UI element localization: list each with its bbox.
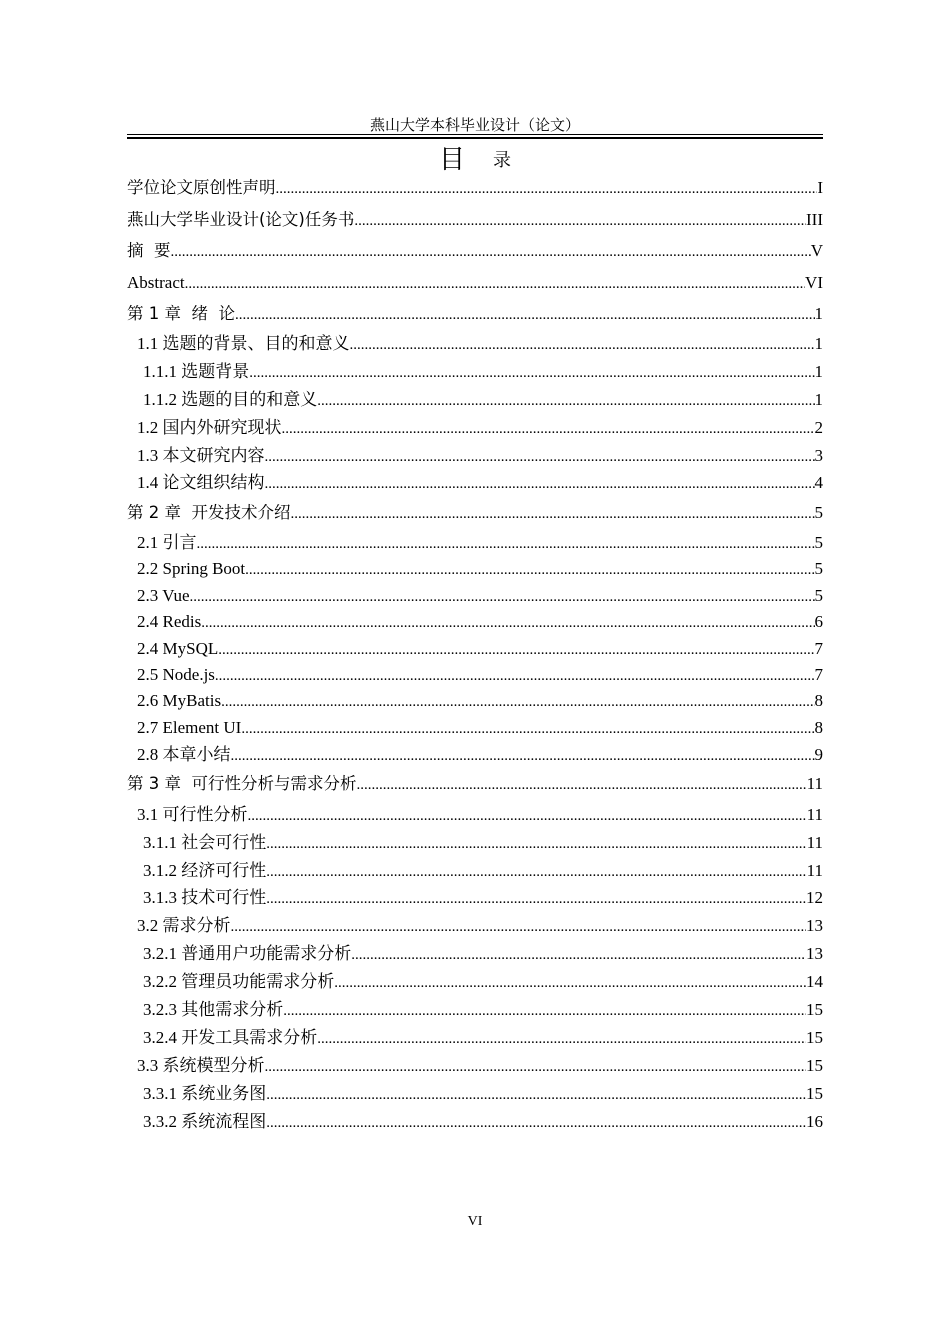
toc-entry-page: 1: [814, 362, 823, 381]
toc-leader: [317, 1028, 806, 1050]
toc-title-left: 目: [438, 145, 465, 175]
toc-entry-label: 3.1.1 社会可行性: [143, 833, 267, 852]
toc-entry[interactable]: [127, 472, 823, 495]
toc-entry-page: 15: [806, 1084, 823, 1103]
toc-entry[interactable]: [127, 272, 823, 295]
toc-leader: [190, 586, 815, 608]
page-number: VI: [467, 1214, 483, 1229]
toc-entry[interactable]: [127, 502, 823, 525]
toc-entry-label: 3.3 系统模型分析: [137, 1056, 265, 1075]
toc-entry-page: 11: [806, 805, 823, 824]
toc-entry-page: 15: [806, 1028, 823, 1047]
toc-entry[interactable]: [127, 361, 823, 384]
toc-leader: [221, 691, 814, 713]
header-rule: [127, 134, 823, 135]
toc-entry-label: 3.2 需求分析: [137, 916, 231, 935]
toc-entry-page: 16: [806, 1112, 823, 1131]
toc-entry[interactable]: [127, 717, 823, 740]
toc-leader: [283, 1000, 806, 1022]
toc-entry-page: 8: [814, 691, 823, 710]
toc-entry-label: 2.6 MyBatis: [137, 691, 222, 710]
toc-entry-label: 1.1.2 选题的目的和意义: [143, 390, 318, 409]
toc-entry[interactable]: [127, 804, 823, 827]
toc-entry[interactable]: [127, 240, 823, 263]
toc-entry[interactable]: [127, 832, 823, 855]
toc-entry[interactable]: [127, 915, 823, 938]
toc-leader: [235, 304, 815, 326]
toc-entry-label: 1.1.1 选题背景: [143, 362, 250, 381]
toc-leader: [231, 745, 815, 767]
toc-entry[interactable]: [127, 1027, 823, 1050]
toc-entry-page: 7: [814, 665, 823, 684]
toc-leader: [266, 833, 806, 855]
toc-entry-label: 第 1 章 绪 论: [127, 304, 235, 323]
toc-leader: [215, 665, 815, 687]
toc-entry-label: 1.4 论文组织结构: [137, 473, 265, 492]
toc-entry[interactable]: [127, 860, 823, 883]
toc-entry[interactable]: [127, 585, 823, 608]
toc-entry[interactable]: [127, 177, 823, 200]
toc-entry-page: 4: [814, 473, 823, 492]
toc-leader: [266, 1084, 806, 1106]
toc-leader: [334, 972, 806, 994]
toc-entry[interactable]: [127, 943, 823, 966]
toc-leader: [201, 612, 814, 634]
toc-entry-page: 5: [814, 533, 823, 552]
toc-leader: [171, 241, 811, 263]
toc-entry[interactable]: [127, 417, 823, 440]
toc-entry-page: 11: [806, 861, 823, 880]
header-rule-thick: [127, 137, 823, 139]
toc-leader: [197, 533, 815, 555]
toc-entry-page: 3: [814, 446, 823, 465]
toc-entry-page: 7: [814, 639, 823, 658]
toc-entry[interactable]: [127, 887, 823, 910]
toc-entry-label: 2.2 Spring Boot: [137, 559, 246, 578]
toc-entry-page: I: [817, 178, 823, 197]
toc-entry-label: 2.8 本章小结: [137, 745, 231, 764]
toc-leader: [266, 888, 806, 910]
toc-entry-page: VI: [805, 273, 823, 292]
toc-entry-label: 2.4 Redis: [137, 612, 202, 631]
toc-entry[interactable]: [127, 971, 823, 994]
toc-entry[interactable]: [127, 611, 823, 634]
toc-entry[interactable]: [127, 333, 823, 356]
toc-entry-label: 1.2 国内外研究现状: [137, 418, 282, 437]
toc-entry-label: 2.7 Element UI: [137, 718, 242, 737]
toc-leader: [276, 178, 818, 200]
toc-entry-page: 2: [814, 418, 823, 437]
toc-entry-label: 3.3.1 系统业务图: [143, 1084, 267, 1103]
toc-entry-page: 1: [814, 304, 823, 323]
toc-entry[interactable]: [127, 209, 823, 232]
toc-entry-label: Abstract: [127, 273, 185, 292]
toc-entry-label: 第 3 章 可行性分析与需求分析: [127, 774, 357, 793]
toc-entry[interactable]: [127, 638, 823, 661]
toc-title: [0, 144, 950, 179]
toc-leader: [351, 944, 806, 966]
toc-entry[interactable]: [127, 999, 823, 1022]
toc-entry[interactable]: [127, 532, 823, 555]
toc-entry-label: 3.1.3 技术可行性: [143, 888, 267, 907]
toc-entry-label: 3.3.2 系统流程图: [143, 1112, 267, 1131]
toc-entry-label: 3.2.3 其他需求分析: [143, 1000, 284, 1019]
toc-leader: [350, 334, 815, 356]
toc-entry[interactable]: [127, 1055, 823, 1078]
toc-entry-page: 8: [814, 718, 823, 737]
toc-entry-label: 1.1 选题的背景、目的和意义: [137, 334, 350, 353]
toc-leader: [356, 774, 806, 796]
toc-entry-page: 1: [814, 390, 823, 409]
toc-entry-page: 15: [806, 1000, 823, 1019]
toc-leader: [248, 805, 807, 827]
toc-leader: [185, 273, 805, 295]
toc-leader: [317, 390, 814, 412]
toc-entry[interactable]: [127, 303, 823, 326]
toc-leader: [354, 210, 806, 232]
toc-entry-label: 摘 要: [127, 241, 171, 260]
toc-leader: [241, 718, 814, 740]
toc-entry-label: 2.5 Node.js: [137, 665, 215, 684]
toc-leader: [265, 1056, 807, 1078]
toc-entry[interactable]: [127, 773, 823, 796]
toc-entry-label: 3.1.2 经济可行性: [143, 861, 267, 880]
toc-leader: [266, 1112, 806, 1134]
toc-entry-label: 2.3 Vue: [137, 586, 190, 605]
toc-entry-label: 3.2.1 普通用户功能需求分析: [143, 944, 352, 963]
toc-leader: [218, 639, 814, 661]
toc-entry-page: 5: [814, 586, 823, 605]
toc-entry[interactable]: [127, 690, 823, 713]
toc-entry[interactable]: [127, 389, 823, 412]
toc-entry-label: 1.3 本文研究内容: [137, 446, 265, 465]
toc-entry[interactable]: [127, 1111, 823, 1134]
toc-entry-label: 学位论文原创性声明: [127, 178, 276, 197]
toc-entry-label: 2.1 引言: [137, 533, 197, 552]
toc-entry-page: 1: [814, 334, 823, 353]
toc-entry-page: 6: [814, 612, 823, 631]
toc-entry-page: V: [810, 241, 823, 260]
toc-leader: [249, 362, 814, 384]
toc-entry[interactable]: [127, 664, 823, 687]
toc-entry[interactable]: [127, 1083, 823, 1106]
toc-entry-label: 3.2.4 开发工具需求分析: [143, 1028, 318, 1047]
toc-leader: [265, 446, 815, 468]
toc-entry-page: III: [806, 210, 823, 229]
toc-entry-page: 13: [806, 916, 823, 935]
toc-leader: [265, 473, 815, 495]
toc-entry-page: 11: [806, 774, 823, 793]
toc-leader: [245, 559, 814, 581]
toc-entry[interactable]: [127, 445, 823, 468]
toc-entry-page: 14: [806, 972, 823, 991]
running-header: 燕山大学本科毕业设计（论文）: [369, 118, 580, 134]
toc-leader: [290, 503, 814, 525]
toc-entry-page: 5: [814, 559, 823, 578]
toc-entry-page: 13: [806, 944, 823, 963]
toc-leader: [282, 418, 815, 440]
toc-entry-page: 11: [806, 833, 823, 852]
toc-entry-label: 3.2.2 管理员功能需求分析: [143, 972, 335, 991]
toc-entry-page: 12: [806, 888, 823, 907]
toc-entry-page: 5: [814, 503, 823, 522]
toc-title-right: 录: [493, 150, 511, 171]
toc-entry-label: 第 2 章 开发技术介绍: [127, 503, 291, 522]
toc-entry-label: 燕山大学毕业设计(论文)任务书: [127, 210, 355, 229]
toc-entry[interactable]: [127, 744, 823, 767]
toc-entry-page: 9: [814, 745, 823, 764]
toc-entry[interactable]: [127, 558, 823, 581]
toc-leader: [231, 916, 807, 938]
toc-leader: [266, 861, 806, 883]
toc-entry-page: 15: [806, 1056, 823, 1075]
toc-entry-label: 3.1 可行性分析: [137, 805, 248, 824]
toc-entry-label: 2.4 MySQL: [137, 639, 219, 658]
